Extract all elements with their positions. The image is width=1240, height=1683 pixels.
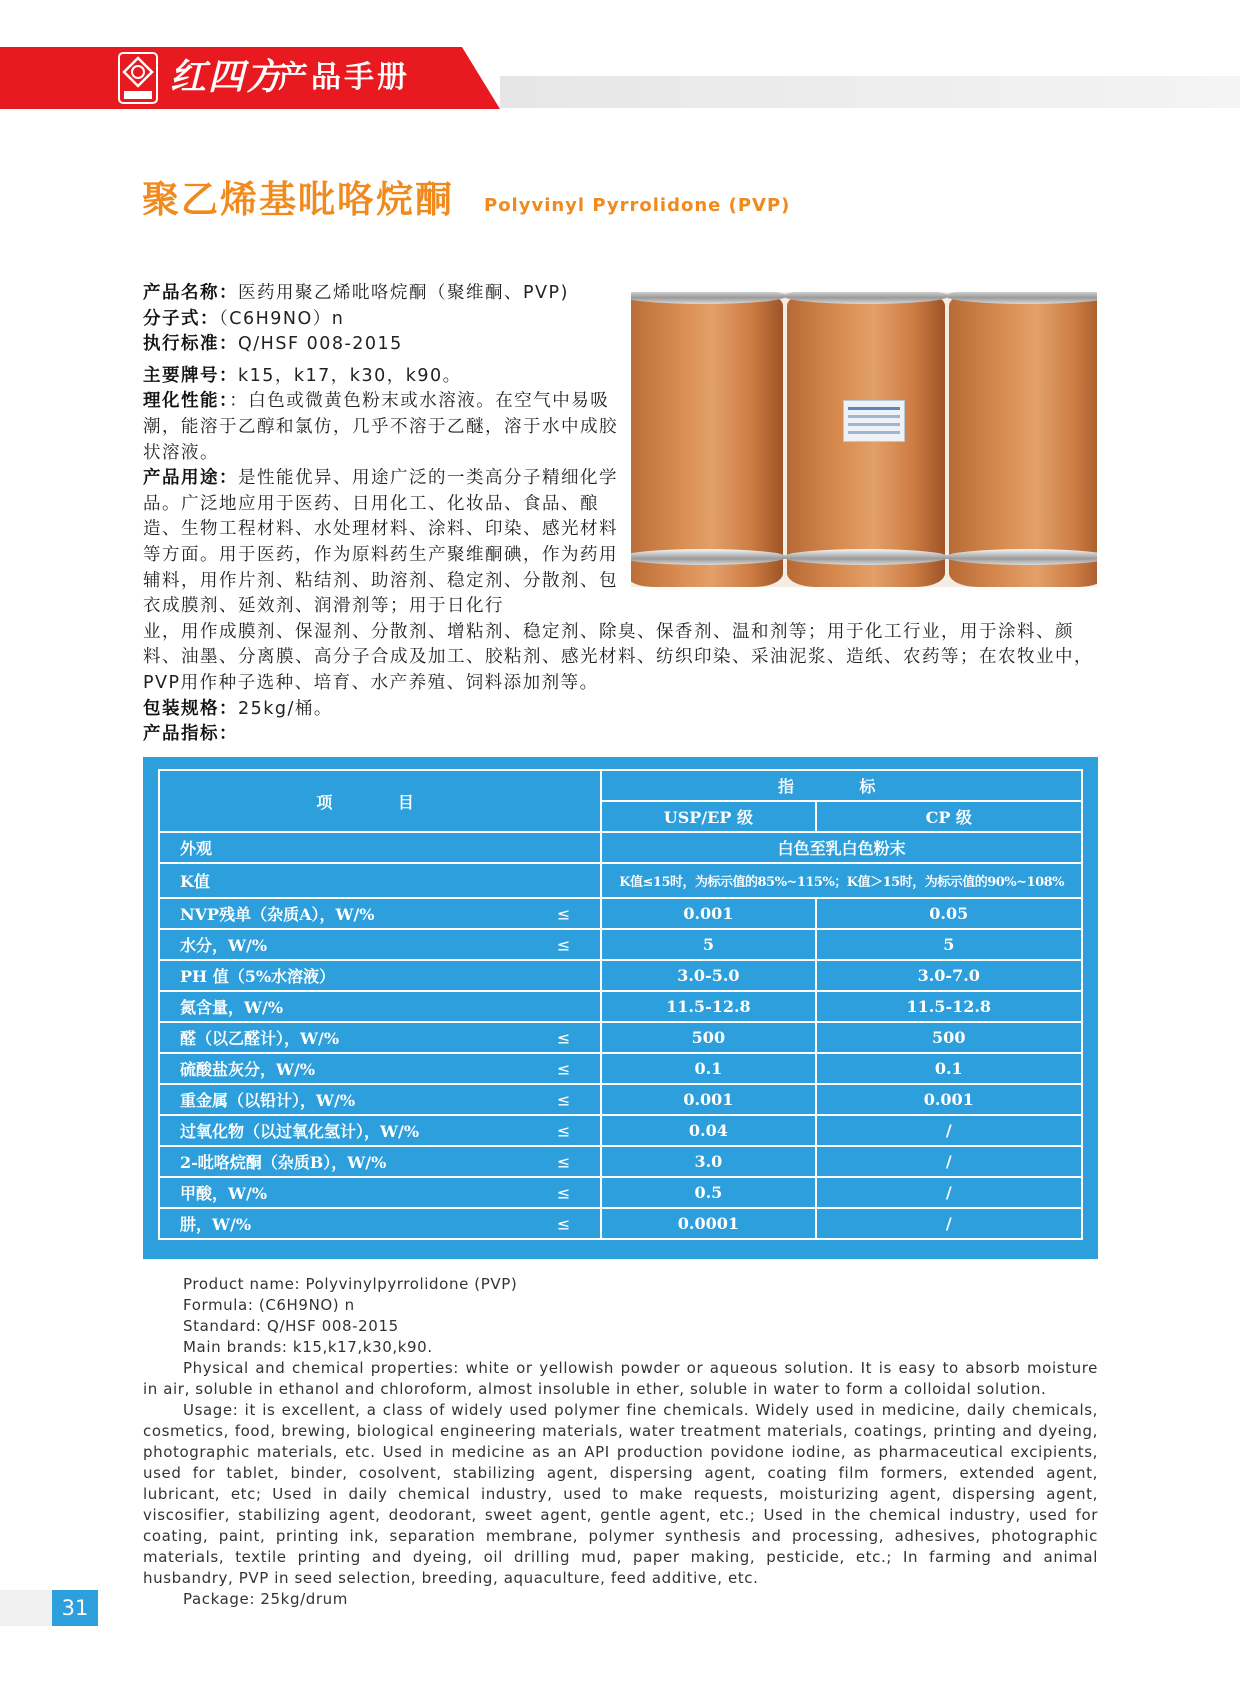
product-title-cn: 聚乙烯基吡咯烷酮 [142, 178, 454, 221]
row-cp-value: 11.5-12.8 [816, 991, 1082, 1022]
spec-table [158, 769, 1083, 1240]
page-number: 31 [52, 1590, 98, 1626]
row-operator: ≤ [556, 904, 571, 923]
table-row [159, 863, 1082, 898]
row-cp-value: 500 [816, 1022, 1082, 1053]
table-row [159, 929, 1082, 960]
row-operator: ≤ [556, 1028, 571, 1047]
row-usp-value: 0.04 [601, 1115, 815, 1146]
company-logo-icon [118, 52, 158, 104]
product-title-en: Polyvinyl Pyrrolidone (PVP) [484, 195, 791, 216]
row-merged-value: 白色至乳白色粉末 [601, 832, 1082, 863]
info-index-label: 产品指标： [143, 724, 238, 745]
header-stripe [500, 76, 1240, 108]
info-standard: 执行标准：Q/HSF 008-2015 [143, 334, 403, 355]
row-operator: ≤ [556, 1152, 571, 1171]
en-usage: Usage: it is excellent, a class of widely used polymer fine chemicals. Widely used in medicine, daily chemicals, cosmetics, food, brewing, biological engineering materials, water treatment materials, coatings, printing and dyeing, photographic materials, etc. Used in medicine as an API production povidone iodine, as pharmaceutical excipients, used for tablet, binder, cosolvent, stabilizing agent, dispersing agent, coating film formers, extended agent, lubricant, etc; Used in daily chemical industry, used to make requests, moisturizing agent, dispersing agent, viscosifier, stabilizing agent, deodorant, sweet agent, gentle agent, etc.; Used in the chemical industry, used for coating, paint, printing ink, separation membrane, polymer synthesis and processing, adhesives, photographic materials, textile printing and dyeing, oil drilling mud, paper making, pesticide, etc.; In farming and animal husbandry, PVP in seed selection, breeding, aquaculture, feed additive, etc. [143, 1401, 1098, 1587]
row-operator: ≤ [556, 1214, 571, 1233]
info-brands: 主要牌号：k15，k17，k30，k90。 [143, 365, 462, 386]
info-usage-continued: 业，用作成膜剂、保湿剂、分散剂、增粘剂、稳定剂、除臭、保香剂、温和剂等；用于化工行业，用于涂料、颜料、油墨、分离膜、高分子合成及加工、胶粘剂、感光材料、纺织印染、采油泥浆、造纸、农药等；在农牧业中，PVP用作种子选种、培育、水产养殖、饲料添加剂等。 [143, 621, 1093, 693]
row-usp-value: 0.1 [601, 1053, 815, 1084]
row-item: 外观 [159, 832, 601, 863]
en-name: Product name: Polyvinylpyrrolidone (PVP) [183, 1275, 518, 1293]
row-cp-value: 3.0-7.0 [816, 960, 1082, 991]
header-spec: 指 标 [601, 770, 1082, 801]
row-cp-value: 0.1 [816, 1053, 1082, 1084]
row-item: 2-吡咯烷酮（杂质B），W/% ≤ [159, 1146, 601, 1177]
table-row [159, 1022, 1082, 1053]
table-row [159, 1115, 1082, 1146]
row-item: 醛（以乙醛计），W/% ≤ [159, 1022, 601, 1053]
table-row [159, 898, 1082, 929]
row-item: 甲酸，W/% ≤ [159, 1177, 601, 1208]
row-item: 水分，W/% ≤ [159, 929, 601, 960]
row-cp-value: / [816, 1208, 1082, 1239]
row-item: 重金属（以铅计），W/% ≤ [159, 1084, 601, 1115]
row-cp-value: / [816, 1146, 1082, 1177]
row-cp-value: / [816, 1115, 1082, 1146]
table-row [159, 1053, 1082, 1084]
row-item: NVP残单（杂质A），W/% ≤ [159, 898, 601, 929]
en-brands: Main brands: k15,k17,k30,k90. [183, 1338, 433, 1356]
row-usp-value: 3.0-5.0 [601, 960, 815, 991]
row-item: 硫酸盐灰分，W/% ≤ [159, 1053, 601, 1084]
table-row [159, 991, 1082, 1022]
info-name: 产品名称：医药用聚乙烯吡咯烷酮（聚维酮、PVP) [143, 283, 569, 303]
row-cp-value: 5 [816, 929, 1082, 960]
row-operator: ≤ [556, 935, 571, 954]
row-item: K值 [159, 863, 601, 898]
product-info [143, 281, 1103, 748]
row-usp-value: 0.0001 [601, 1208, 815, 1239]
spec-table-panel [143, 757, 1098, 1259]
en-properties: Physical and chemical properties: white or yellowish powder or aqueous solution. It is easy to absorb moisture in air, soluble in ethanol and chloroform, almost insoluble in ether, soluble in water to form a colloidal solution. [143, 1359, 1098, 1398]
row-usp-value: 5 [601, 929, 815, 960]
table-row [159, 960, 1082, 991]
table-row [159, 1177, 1082, 1208]
en-formula: Formula: (C6H9NO) n [183, 1296, 355, 1314]
info-usage: 产品用途：是性能优异、用途广泛的一类高分子精细化学品。广泛地应用于医药、日用化工、化妆品、食品、酿造、生物工程材料、水处理材料、涂料、印染、感光材料等方面。用于医药，作为原料药生产聚维酮碘，作为药用辅料，用作片剂、粘结剂、助溶剂、稳定剂、分散剂、包衣成膜剂、延效剂、润滑剂等；用于日化行 [143, 468, 618, 617]
brochure-title: 产品手册 [278, 60, 410, 95]
info-properties: 理化性能：：白色或微黄色粉末或水溶液。在空气中易吸潮，能溶于乙醇和氯仿，几乎不溶于乙醚，溶于水中成胶状溶液。 [143, 391, 618, 463]
info-package: 包装规格：25kg/桶。 [143, 698, 333, 719]
page-number-bar [0, 1590, 52, 1626]
table-row [159, 1084, 1082, 1115]
brand-name: 红四方 [170, 56, 285, 98]
row-operator: ≤ [556, 1090, 571, 1109]
row-item: 肼，W/% ≤ [159, 1208, 601, 1239]
row-cp-value: / [816, 1177, 1082, 1208]
row-cp-value: 0.05 [816, 898, 1082, 929]
row-item: 氮含量，W/% [159, 991, 601, 1022]
row-usp-value: 11.5-12.8 [601, 991, 815, 1022]
english-description [143, 1274, 1098, 1610]
row-operator: ≤ [556, 1059, 571, 1078]
row-usp-value: 0.001 [601, 1084, 815, 1115]
table-row [159, 832, 1082, 863]
table-row [159, 1146, 1082, 1177]
header-usp: USP/EP 级 [601, 801, 815, 832]
row-usp-value: 3.0 [601, 1146, 815, 1177]
row-usp-value: 0.5 [601, 1177, 815, 1208]
row-operator: ≤ [556, 1183, 571, 1202]
row-usp-value: 0.001 [601, 898, 815, 929]
row-operator: ≤ [556, 1121, 571, 1140]
row-merged-value: K值≤15时，为标示值的85%~115%；K值＞15时，为标示值的90%~108% [601, 863, 1082, 898]
table-row [159, 1208, 1082, 1239]
table-header-row [159, 770, 1082, 801]
header-cp: CP 级 [816, 801, 1082, 832]
row-item: PH 值（5%水溶液） [159, 960, 601, 991]
row-item: 过氧化物（以过氧化氢计），W/% ≤ [159, 1115, 601, 1146]
info-formula: 分子式：（C6H9NO）n [143, 308, 345, 329]
row-cp-value: 0.001 [816, 1084, 1082, 1115]
en-package: Package: 25kg/drum [183, 1590, 348, 1608]
header-item: 项 目 [159, 770, 601, 832]
en-standard: Standard: Q/HSF 008-2015 [183, 1317, 399, 1335]
row-usp-value: 500 [601, 1022, 815, 1053]
